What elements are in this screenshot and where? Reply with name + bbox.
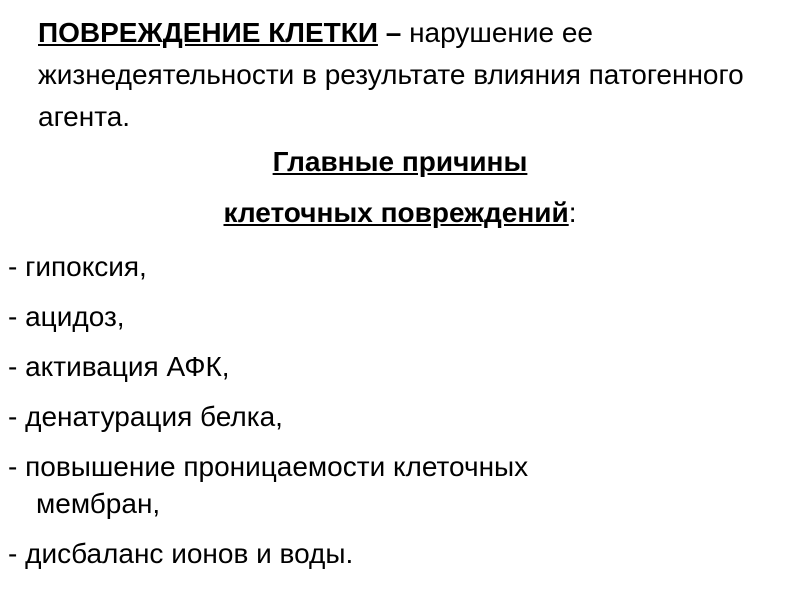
cause-ion-water-imbalance: - дисбаланс ионов и воды. (8, 538, 354, 569)
definition-term: ПОВРЕЖДЕНИЕ КЛЕТКИ (38, 17, 378, 48)
list-item (8, 448, 778, 522)
cause-protein-denaturation: - денатурация белка, (8, 401, 283, 432)
cause-membrane-permeability-continuation: мембран, (36, 488, 161, 519)
list-item (8, 298, 778, 335)
causes-heading-line-1 (0, 146, 800, 178)
cause-hypoxia: - гипоксия, (8, 251, 147, 282)
causes-heading-text-2: клеточных повреждений (223, 197, 569, 228)
list-item (8, 398, 778, 435)
causes-heading-text-1: Главные причины (272, 146, 528, 177)
definition-paragraph (38, 12, 778, 138)
causes-heading-line-2 (0, 197, 800, 229)
cause-acidosis: - ацидоз, (8, 301, 125, 332)
definition-text: нарушение ее жизнедеятельности в результате влияния патогенного агента. (38, 17, 744, 132)
list-item (8, 348, 778, 385)
list-item (8, 535, 778, 572)
cause-ros-activation: - активация АФК, (8, 351, 230, 382)
causes-list (8, 248, 778, 572)
definition-dash: – (377, 17, 410, 48)
cause-membrane-permeability: - повышение проницаемости клеточных (8, 451, 529, 482)
causes-heading-colon: : (568, 197, 577, 228)
list-item (8, 248, 778, 285)
